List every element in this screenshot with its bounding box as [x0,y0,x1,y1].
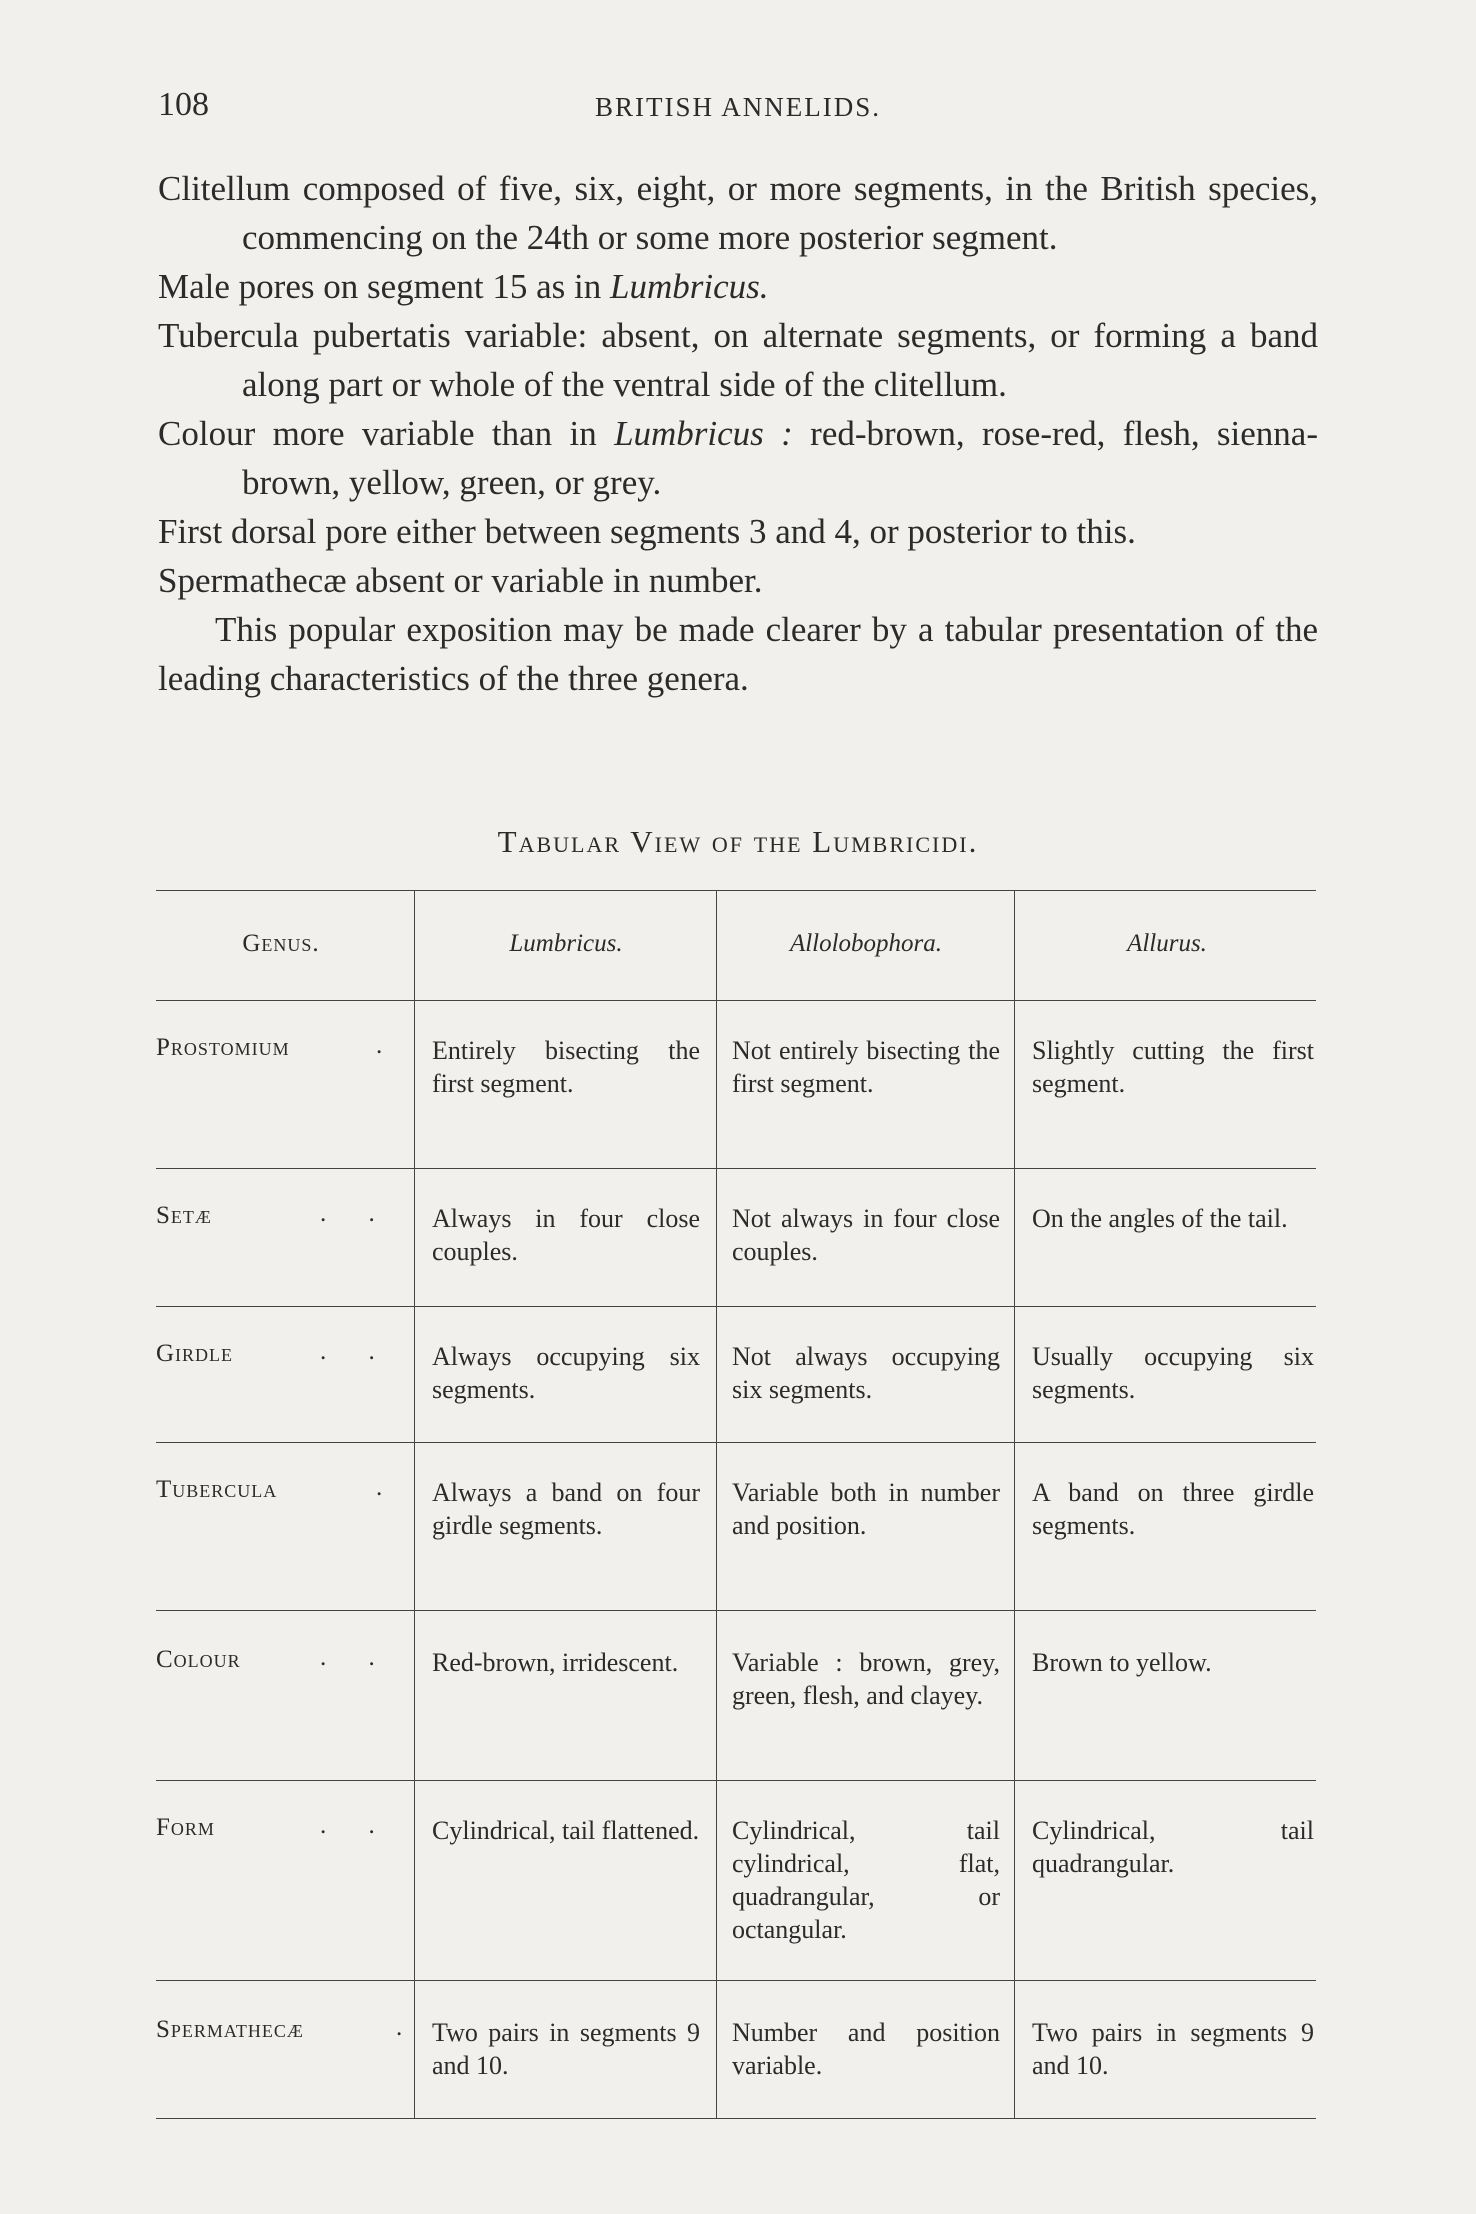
header-allurus: Allurus. [1127,930,1207,957]
table-top-rule [156,890,1316,891]
paragraph-tubercula: Tubercula pubertatis variable: absent, on alternate segments, or forming a band along part or whole of the ventral side of the clitellum. [158,316,1318,404]
body-text [158,164,1318,703]
running-title: BRITISH ANNELIDS. [594,92,881,122]
paragraph-dorsal-pore: First dorsal pore either between segments 3 and 4, or posterior to this. [158,512,1136,551]
cell-allolobophora-colour: Variable : brown, grey, green, flesh, and clayey. [732,1648,1000,1710]
cell-lumbricus-spermathecae: Two pairs in segments 9 and 10. [432,2018,700,2080]
paragraph-colour-suffix: red-brown, rose-red, flesh, sienna-brown, yellow, green, or grey. [242,414,1318,502]
cell-allolobophora-girdle: Not always occupying six segments. [732,1342,1000,1404]
lumbricidi-table [156,890,1316,2130]
page-number: 108 [158,86,209,123]
cell-lumbricus-colour: Red-brown, irridescent. [432,1648,679,1677]
paragraph-clitellum: Clitellum composed of five, six, eight, or more segments, in the British species, commencing on the 24th or some more posterior segment. [158,169,1318,257]
column-divider [414,890,415,2118]
cell-allurus-colour: Brown to yellow. [1032,1648,1212,1677]
paragraph-spermathecae: Spermathecæ absent or variable in number. [158,561,763,600]
row-label-colour: Colour [156,1646,241,1673]
row-rule [156,1980,1316,1981]
cell-lumbricus-form: Cylindrical, tail flattened. [432,1816,700,1845]
row-rule [156,1000,1316,1001]
cell-allurus-form: Cylindrical, tail quadrangular. [1032,1816,1314,1878]
cell-allolobophora-spermathecae: Number and position variable. [732,2018,1000,2080]
paragraph-colour-text: Colour more variable than in [158,414,615,453]
cell-allolobophora-setae: Not always in four close couples. [732,1204,1000,1266]
row-leader-dots: . . [320,1338,393,1365]
paragraph-male-pores-text: Male pores on segment 15 as in [158,267,610,306]
cell-allurus-girdle: Usually occupying six segments. [1032,1342,1314,1404]
cell-allurus-setae: On the angles of the tail. [1032,1204,1288,1233]
row-label-prostomium: Prostomium [156,1034,290,1061]
header-lumbricus: Lumbricus. [509,930,623,957]
cell-lumbricus-prostomium: Entirely bisecting the first segment. [432,1036,700,1098]
running-head [158,86,1318,136]
cell-allolobophora-tubercula: Variable both in number and position. [732,1478,1000,1540]
cell-allurus-prostomium: Slightly cutting the first segment. [1032,1036,1314,1098]
cell-allurus-spermathecae: Two pairs in segments 9 and 10. [1032,2018,1314,2080]
cell-allolobophora-prostomium: Not entirely bisecting the first segment. [732,1036,1000,1098]
cell-allurus-tubercula: A band on three girdle segments. [1032,1478,1314,1540]
paragraph-male-pores [158,262,1318,311]
paragraph-colour [158,409,1318,507]
row-rule [156,1168,1316,1169]
row-label-spermathecae: Spermathecæ [156,2016,304,2043]
row-rule [156,1610,1316,1611]
genus-name-italic: Lumbricus. [610,267,769,306]
row-rule [156,1306,1316,1307]
row-leader-dots: . . [320,1644,393,1671]
row-label-tubercula: Tubercula [156,1476,278,1503]
row-leader-dots: . . [320,1200,393,1227]
row-leader-dots: . . [320,1812,393,1839]
column-divider [716,890,717,2118]
cell-lumbricus-setae: Always in four close couples. [432,1204,700,1266]
row-label-form: Form [156,1814,215,1841]
paragraph-exposition: This popular exposition may be made clearer by a tabular presentation of the leading characteristics of the three genera. [158,610,1318,698]
row-label-girdle: Girdle [156,1340,234,1367]
row-rule [156,1780,1316,1781]
row-rule [156,1442,1316,1443]
genus-name-italic: Lumbricus : [614,414,793,453]
row-leader-dots: . [376,1032,401,1059]
table-title: Tabular View of the Lumbricidi. [497,824,979,859]
cell-lumbricus-girdle: Always occupying six segments. [432,1342,700,1404]
header-genus: Genus. [242,930,320,957]
row-leader-dots: . [376,1474,401,1501]
header-allolobophora: Allolobophora. [789,930,943,957]
row-label-setae: Setæ [156,1202,212,1229]
column-divider [1014,890,1015,2118]
cell-allolobophora-form: Cylindrical, tail cylindrical, flat, quadrangular, or octangular. [732,1816,1000,1944]
row-leader-dots: . [396,2014,421,2041]
cell-lumbricus-tubercula: Always a band on four girdle segments. [432,1478,700,1540]
table-bottom-rule [156,2118,1316,2119]
